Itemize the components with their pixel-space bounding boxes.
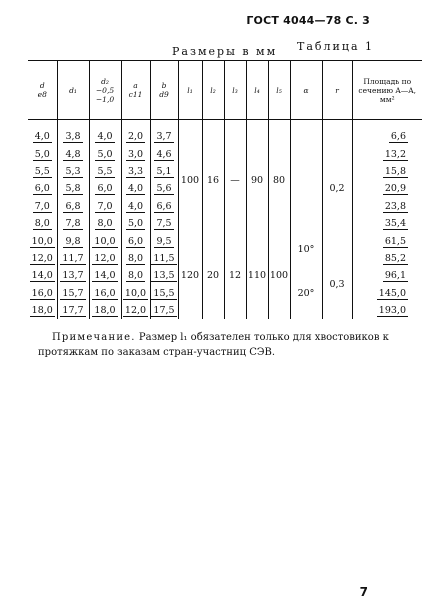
cell-area: 23,8	[352, 198, 422, 215]
cell-alpha: 10°	[290, 232, 322, 267]
cell-area: 96,1	[352, 267, 422, 284]
cell-d2: 7,0	[89, 198, 121, 215]
cell-area: 13,2	[352, 145, 422, 162]
col-l3: l₃	[224, 61, 246, 120]
cell-l5: 80	[268, 128, 290, 232]
cell-d1: 15,7	[57, 285, 89, 302]
cell-a: 4,0	[121, 198, 150, 215]
col-alpha: α	[290, 61, 322, 120]
cell-d1: 17,7	[57, 302, 89, 319]
cell-alpha: 20°	[290, 267, 322, 319]
cell-a: 12,0	[121, 302, 150, 319]
col-area: Площадь по сечению A—A, мм²	[352, 61, 422, 120]
col-l2: l₂	[202, 61, 224, 120]
cell-a: 3,0	[121, 145, 150, 162]
cell-d2: 10,0	[89, 232, 121, 249]
dimensions-table	[28, 60, 422, 319]
cell-area: 20,9	[352, 180, 422, 197]
dimensions-caption: Размеры в мм	[172, 45, 278, 58]
cell-d: 12,0	[31, 252, 53, 264]
cell-area: 145,0	[352, 285, 422, 302]
cell-d: 6,0	[34, 183, 50, 195]
cell-l1: 100	[178, 128, 202, 232]
table-row	[28, 128, 422, 145]
cell-b: 4,6	[150, 145, 178, 162]
cell-area: 61,5	[352, 232, 422, 249]
table-header-row	[28, 61, 422, 120]
cell-area: 6,6	[352, 128, 422, 145]
cell-d2: 14,0	[89, 267, 121, 284]
col-d: d e8	[28, 61, 57, 120]
table-row	[28, 232, 422, 249]
cell-d1: 7,8	[57, 215, 89, 232]
cell-l4: 90	[246, 128, 268, 232]
page-number: 7	[359, 585, 368, 599]
table-note	[38, 330, 393, 360]
cell-d: 5,5	[34, 165, 50, 177]
cell-d2: 5,0	[89, 145, 121, 162]
cell-b: 3,7	[150, 128, 178, 145]
cell-r: 0,2	[322, 128, 352, 250]
cell-d2: 8,0	[89, 215, 121, 232]
cell-l4: 110	[246, 232, 268, 319]
note-label: Примечание.	[52, 332, 136, 343]
cell-a: 6,0	[121, 232, 150, 249]
cell-d2: 4,0	[89, 128, 121, 145]
cell-a: 10,0	[121, 285, 150, 302]
cell-d2: 5,5	[89, 163, 121, 180]
cell-d: 8,0	[34, 218, 50, 230]
cell-d2: 12,0	[89, 250, 121, 267]
cell-b: 6,6	[150, 198, 178, 215]
cell-b: 13,5	[150, 267, 178, 284]
cell-d1: 6,8	[57, 198, 89, 215]
cell-alpha-blank	[290, 128, 322, 232]
cell-b: 9,5	[150, 232, 178, 249]
cell-d2: 6,0	[89, 180, 121, 197]
cell-a: 8,0	[121, 267, 150, 284]
col-l5: l₅	[268, 61, 290, 120]
cell-d1: 4,8	[57, 145, 89, 162]
cell-a: 8,0	[121, 250, 150, 267]
cell-area: 35,4	[352, 215, 422, 232]
cell-d1: 3,8	[57, 128, 89, 145]
note-text: Размер l₁ обязателен только для хвостовиков к протяжкам по заказам стран-участниц СЭВ.	[38, 332, 389, 358]
cell-a: 4,0	[121, 180, 150, 197]
cell-d2: 16,0	[89, 285, 121, 302]
cell-d1: 13,7	[57, 267, 89, 284]
cell-d1: 11,7	[57, 250, 89, 267]
cell-b: 17,5	[150, 302, 178, 319]
cell-l1: 120	[178, 232, 202, 319]
cell-d: 5,0	[34, 148, 50, 160]
cell-a: 5,0	[121, 215, 150, 232]
cell-r: 0,3	[322, 250, 352, 320]
cell-area: 85,2	[352, 250, 422, 267]
table-number: Таблица 1	[297, 40, 374, 53]
cell-d1: 5,8	[57, 180, 89, 197]
col-a: a c11	[121, 61, 150, 120]
cell-a: 2,0	[121, 128, 150, 145]
cell-l2: 16	[202, 128, 224, 232]
cell-d: 18,0	[31, 305, 53, 317]
cell-d: 14,0	[31, 270, 53, 282]
cell-d2: 18,0	[89, 302, 121, 319]
col-d1: d₁	[57, 61, 89, 120]
col-d2: d₂ −0,5 −1,0	[89, 61, 121, 120]
cell-l3: 12	[224, 232, 246, 319]
document-reference: ГОСТ 4044—78 С. 3	[246, 14, 370, 27]
cell-l5: 100	[268, 232, 290, 319]
cell-b: 5,1	[150, 163, 178, 180]
col-r: r	[322, 61, 352, 120]
cell-b: 15,5	[150, 285, 178, 302]
cell-d: 4,0	[34, 131, 50, 143]
col-l4: l₄	[246, 61, 268, 120]
cell-l3: —	[224, 128, 246, 232]
cell-d: 16,0	[31, 287, 53, 299]
col-b: b d9	[150, 61, 178, 120]
cell-b: 7,5	[150, 215, 178, 232]
cell-d: 10,0	[31, 235, 53, 247]
spacer-row	[28, 120, 422, 129]
cell-d: 7,0	[34, 200, 50, 212]
cell-area: 193,0	[352, 302, 422, 319]
cell-l2: 20	[202, 232, 224, 319]
cell-d1: 9,8	[57, 232, 89, 249]
cell-b: 11,5	[150, 250, 178, 267]
cell-b: 5,6	[150, 180, 178, 197]
cell-d1: 5,3	[57, 163, 89, 180]
cell-a: 3,3	[121, 163, 150, 180]
cell-area: 15,8	[352, 163, 422, 180]
col-l1: l₁	[178, 61, 202, 120]
